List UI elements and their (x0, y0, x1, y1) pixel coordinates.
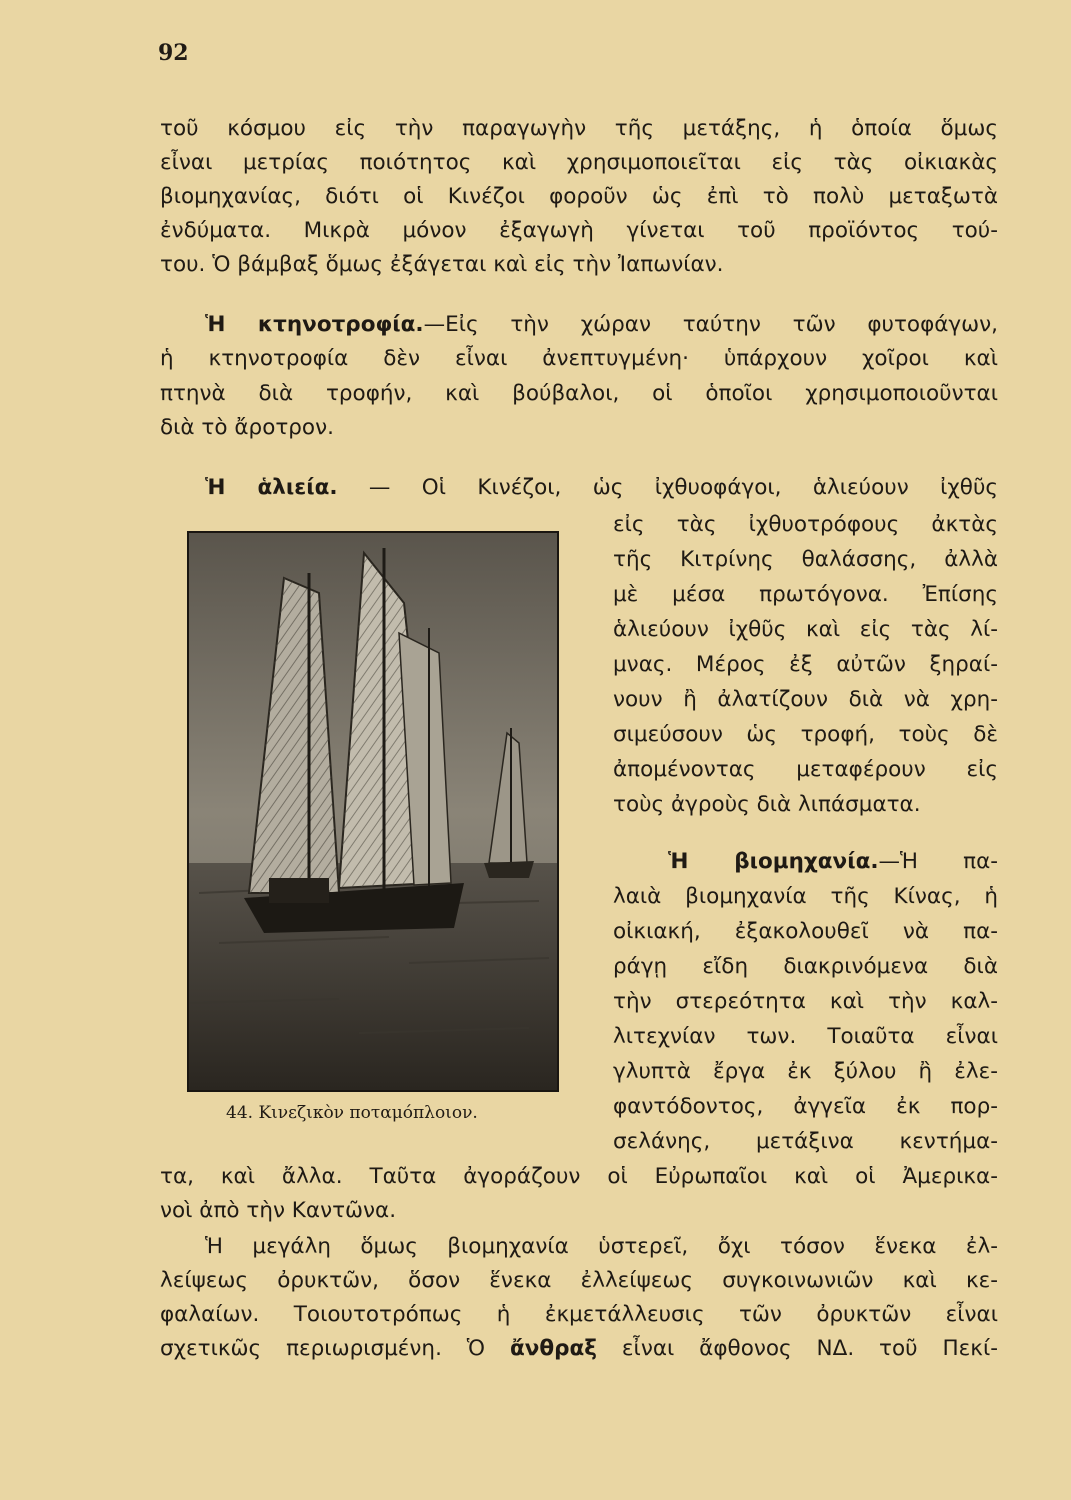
text-line: λείψεως ὀρυκτῶν, ὅσον ἕνεκα ἐλλείψεως συγκοινωνιῶν καὶ κε- (160, 1268, 998, 1293)
text-line: βιομηχανίας, διότι οἱ Κινέζοι φοροῦν ὡς ἐπὶ τὸ πολὺ μεταξωτὰ (160, 184, 998, 209)
text-line: λιτεχνίαν των. Τοιαῦτα εἶναι (613, 1024, 998, 1049)
text-line: σιμεύσουν ὡς τροφή, τοὺς δὲ (613, 722, 998, 747)
text-line: μὲ μέσα πρωτόγονα. Ἐπίσης (613, 582, 998, 607)
figure-caption: 44. Κινεζικὸν ποταμόπλοιον. (226, 1103, 478, 1123)
text-line: οἰκιακή, ἐξακολουθεῖ νὰ πα- (613, 919, 998, 944)
text-fragment: —Εἰς τὴν χώραν ταύτην τῶν φυτοφάγων, (423, 312, 998, 337)
text-line: ἡ κτηνοτροφία δὲν εἶναι ἀνεπτυγμένη· ὑπάρχουν χοῖροι καὶ (160, 346, 998, 371)
section-livestock-first-line (205, 308, 998, 342)
text-line: νουν ἢ ἀλατίζουν διὰ νὰ χρη- (613, 687, 998, 712)
text-line: τοῦ κόσμου εἰς τὴν παραγωγὴν τῆς μετάξης, ἡ ὁποία ὅμως (160, 116, 998, 141)
text-line: φαντόδοντος, ἀγγεῖα ἐκ πορ- (613, 1094, 998, 1119)
text-line: εἰς τὰς ἰχθυοτρόφους ἀκτὰς (613, 512, 998, 537)
text-line: φαλαίων. Τοιουτοτρόπως ἡ ἐκμετάλλευσις τῶν ὀρυκτῶν εἶναι (160, 1302, 998, 1327)
text-line: νοὶ ἀπὸ τὴν Καντῶνα. (160, 1198, 397, 1223)
text-line: σελάνης, μετάξινα κεντήμα- (613, 1129, 998, 1154)
section-fishing-first-line (205, 471, 998, 505)
bold-term: ἄνθραξ (509, 1336, 598, 1361)
text-line: γλυπτὰ ἔργα ἐκ ξύλου ἢ ἐλε- (613, 1059, 998, 1084)
junk-boat-photo (189, 533, 557, 1090)
text-fragment: — Οἱ Κινέζοι, ὡς ἰχθυοφάγοι, ἁλιεύουν ἰχθῦς (337, 475, 998, 500)
section-heading-industry: Ἡ βιομηχανία. (668, 849, 879, 874)
text-line: εἶναι μετρίας ποιότητος καὶ χρησιμοποιεῖται εἰς τὰς οἰκιακὰς (160, 150, 998, 175)
text-line: τὴν στερεότητα καὶ τὴν καλ- (613, 989, 998, 1014)
text-fragment: —Ἡ πα- (878, 849, 998, 874)
text-fragment: εἶναι ἄφθονος ΝΔ. τοῦ Πεκί- (597, 1336, 998, 1361)
text-line: πτηνὰ διὰ τροφήν, καὶ βούβαλοι, οἱ ὁποῖοι χρησιμοποιοῦνται (160, 381, 998, 406)
text-line: ἁλιεύουν ἰχθῦς καὶ εἰς τὰς λί- (613, 617, 998, 642)
section-heading-fishing: Ἡ ἁλιεία. (205, 475, 338, 500)
figure-photo (189, 533, 557, 1090)
text-fragment: σχετικῶς περιωρισμένη. Ὁ (160, 1336, 510, 1361)
section-industry-first-line (668, 845, 998, 879)
text-line: ἐνδύματα. Μικρὰ μόνον ἐξαγωγὴ γίνεται τοῦ προϊόντος τού- (160, 218, 998, 243)
text-line: μνας. Μέρος ἐξ αὐτῶν ξηραί- (613, 652, 998, 677)
page-number: 92 (158, 40, 189, 66)
text-line: ἀπομένοντας μεταφέρουν εἰς (613, 757, 998, 782)
text-line: ράγῃ εἴδη διακρινόμενα διὰ (613, 954, 998, 979)
text-line: λαιὰ βιομηχανία τῆς Κίνας, ἡ (613, 884, 998, 909)
text-line: τῆς Κιτρίνης θαλάσσης, ἀλλὰ (613, 547, 998, 572)
text-line: τα, καὶ ἄλλα. Ταῦτα ἀγοράζουν οἱ Εὐρωπαῖοι καὶ οἱ Ἀμερικα- (160, 1164, 998, 1189)
section-heading-livestock: Ἡ κτηνοτροφία. (205, 312, 424, 337)
text-line (160, 1332, 998, 1366)
text-line: τοὺς ἀγροὺς διὰ λιπάσματα. (613, 792, 921, 817)
text-line: διὰ τὸ ἄροτρον. (160, 415, 334, 440)
text-line: Ἡ μεγάλη ὅμως βιομηχανία ὑστερεῖ, ὄχι τόσον ἕνεκα ἐλ- (205, 1234, 998, 1259)
text-line: του. Ὁ βάμβαξ ὅμως ἐξάγεται καὶ εἰς τὴν Ἰαπωνίαν. (160, 252, 724, 277)
